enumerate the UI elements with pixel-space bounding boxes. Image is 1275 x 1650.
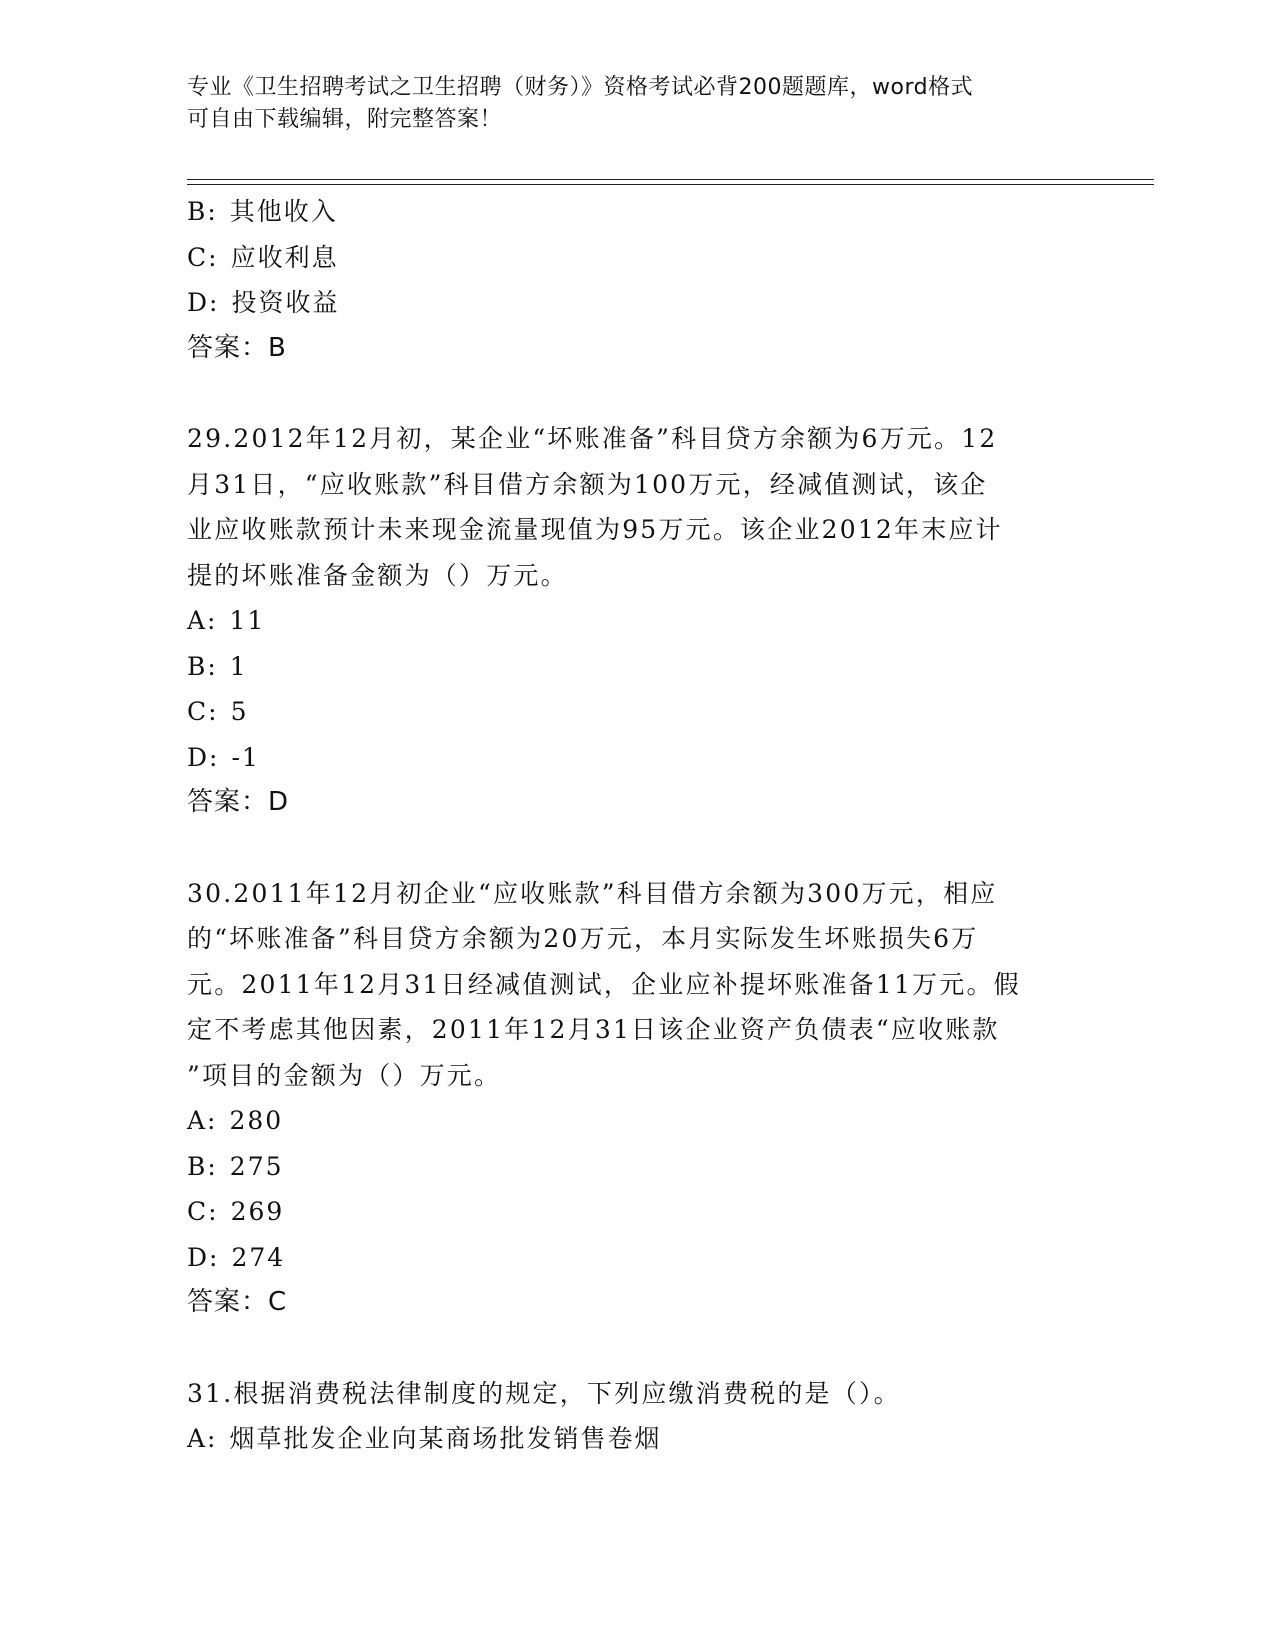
option-row — [187, 689, 1087, 735]
question-content — [187, 189, 1087, 1462]
option-row — [187, 189, 1087, 235]
stem-line: 30.2011年12月初企业“应收账款”科目借方余额为300万元，相应 — [187, 878, 998, 908]
option-text: 11 — [229, 606, 266, 635]
stem-line: ”项目的金额为（）万元。 — [187, 1060, 502, 1090]
option-row — [187, 1235, 1087, 1281]
option-label: D: — [187, 288, 220, 317]
question-stem — [187, 416, 1087, 598]
question-stem — [187, 871, 1087, 1099]
option-text: 烟草批发企业向某商场批发销售卷烟 — [229, 1424, 662, 1453]
answer-line: 答案：D — [187, 787, 290, 817]
spacer — [187, 826, 1087, 871]
option-row — [187, 735, 1087, 781]
answer-line: 答案：B — [187, 332, 287, 363]
option-label: D: — [187, 742, 220, 772]
option-row — [187, 644, 1087, 690]
header-line-1: 专业《卫生招聘考试之卫生招聘（财务）》资格考试必背200题题库，word格式 — [187, 75, 974, 100]
question-29 — [187, 416, 1087, 826]
spacer — [187, 1326, 1087, 1371]
stem-line: 的“坏账准备”科目贷方余额为20万元，本月实际发生坏账损失6万 — [187, 924, 979, 953]
stem-line: 提的坏账准备金额为（）万元。 — [187, 560, 568, 590]
option-row — [187, 1144, 1087, 1190]
option-text: 274 — [231, 1242, 286, 1272]
option-label: C: — [187, 697, 219, 726]
stem-line: 31.根据消费税法律制度的规定，下列应缴消费税的是（）。 — [187, 1378, 901, 1408]
option-row — [187, 598, 1087, 644]
header-rule-top — [187, 179, 1154, 180]
option-text: 269 — [230, 1197, 285, 1226]
option-row — [187, 1098, 1087, 1144]
stem-line: 元。2011年12月31日经减值测试，企业应补提坏账准备11万元。假 — [187, 969, 1021, 999]
option-label: C: — [187, 242, 219, 272]
option-label: A: — [187, 1424, 218, 1453]
option-row — [187, 1416, 1087, 1462]
question-stem — [187, 1371, 1087, 1417]
option-text: 5 — [230, 697, 249, 726]
stem-line: 业应收账款预计未来现金流量现值为95万元。该企业2012年末应计 — [187, 515, 1003, 544]
option-label: A: — [187, 606, 218, 635]
question-31 — [187, 1371, 1087, 1462]
option-text: 275 — [229, 1151, 284, 1181]
option-text: 280 — [229, 1106, 284, 1135]
document-header — [187, 72, 1087, 136]
header-rule-bottom — [187, 184, 1154, 185]
option-row — [187, 235, 1087, 281]
spacer — [187, 371, 1087, 416]
option-text: 应收利息 — [230, 242, 339, 272]
option-label: A: — [187, 1106, 218, 1135]
answer-line: 答案：C — [187, 1287, 288, 1317]
option-row — [187, 280, 1087, 326]
stem-line: 29.2012年12月初，某企业“坏账准备”科目贷方余额为6万元。12 — [187, 424, 998, 453]
option-label: B: — [187, 197, 218, 226]
stem-line: 定不考虑其他因素，2011年12月31日该企业资产负债表“应收账款 — [187, 1015, 1000, 1044]
option-label: D: — [187, 1242, 220, 1272]
option-label: B: — [187, 651, 218, 681]
option-text: 投资收益 — [231, 288, 340, 317]
prev-question-block — [187, 189, 1087, 371]
option-row — [187, 1189, 1087, 1235]
header-line-2: 可自由下载编辑，附完整答案！ — [187, 107, 503, 132]
option-label: B: — [187, 1151, 218, 1181]
option-label: C: — [187, 1197, 219, 1226]
question-30 — [187, 871, 1087, 1326]
stem-line: 月31日，“应收账款”科目借方余额为100万元，经减值测试，该企 — [187, 469, 988, 499]
option-text: 1 — [229, 651, 248, 681]
option-text: 其他收入 — [229, 197, 338, 226]
option-text: -1 — [231, 742, 260, 772]
